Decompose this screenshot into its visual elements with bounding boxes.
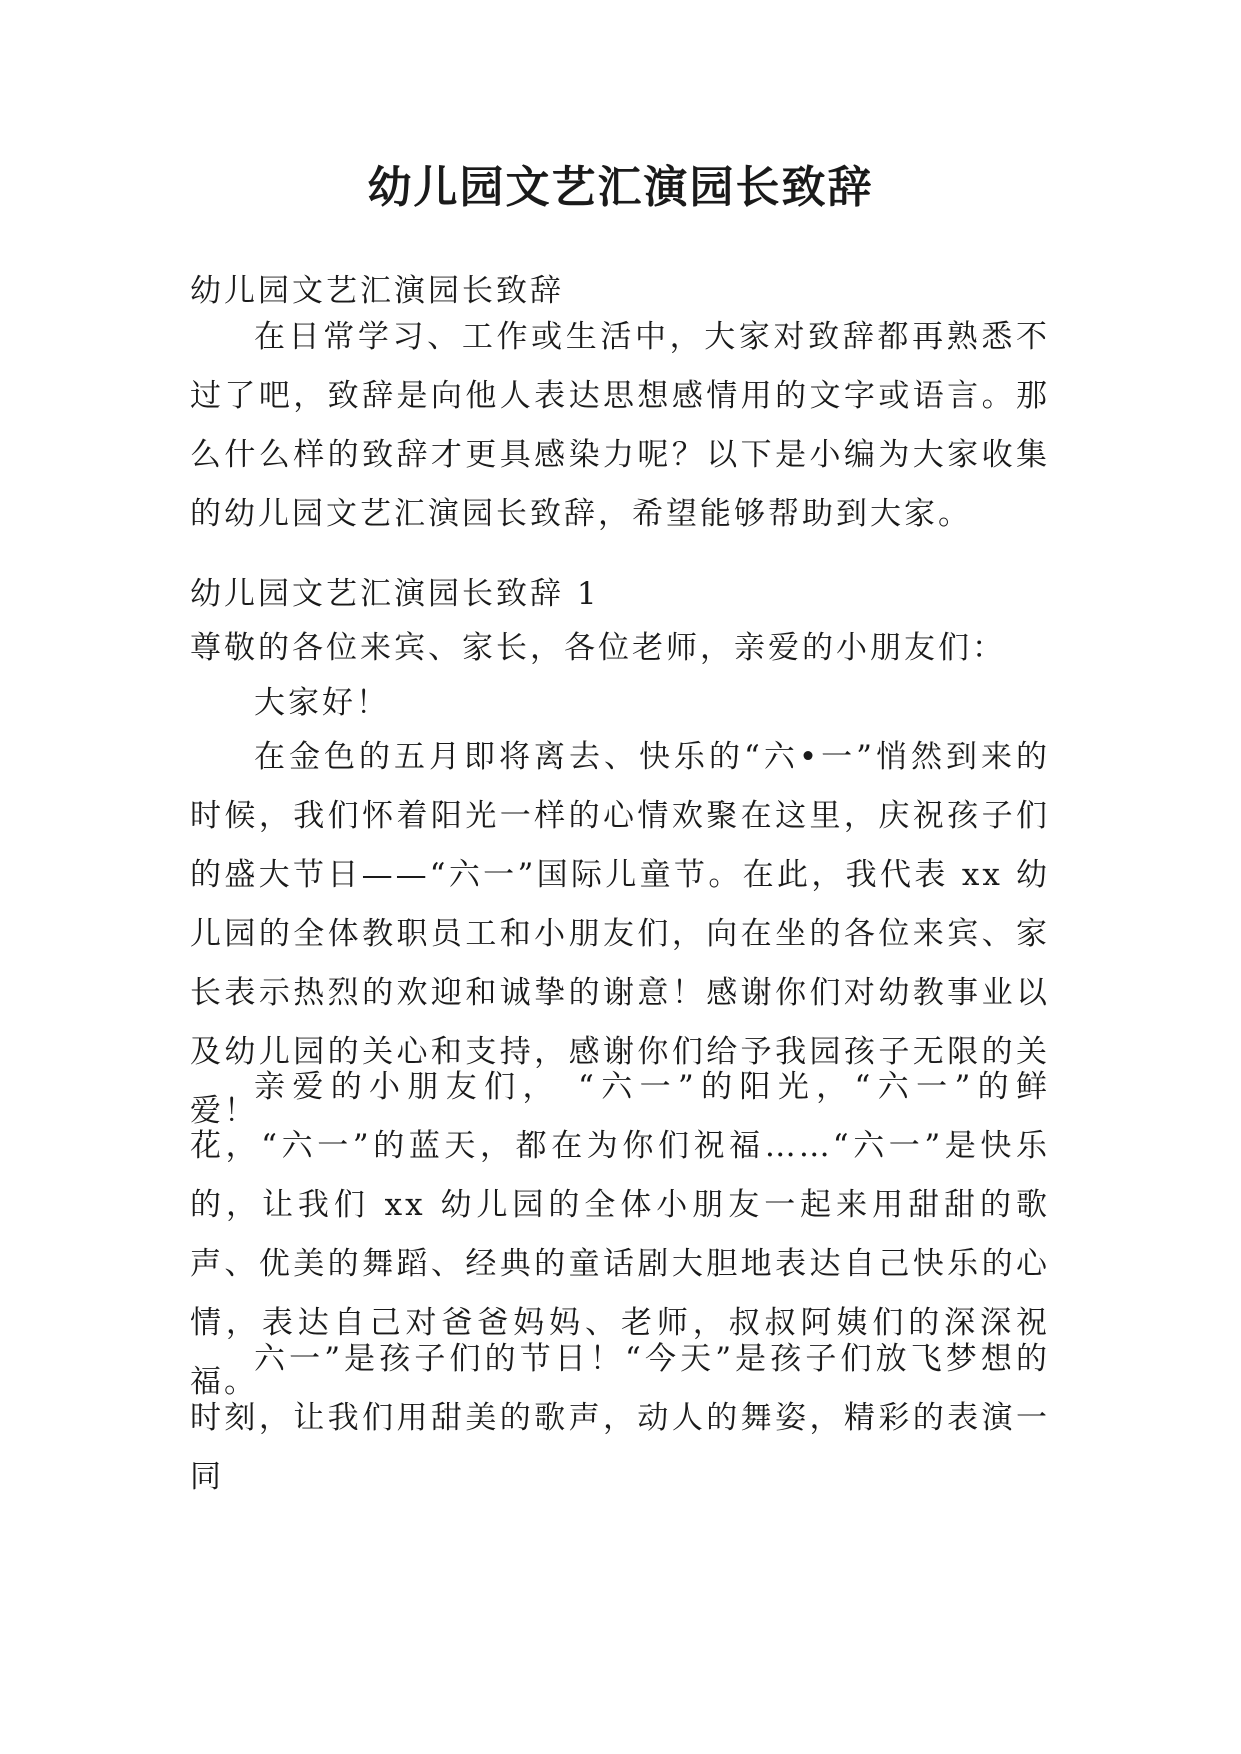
salutation: 尊敬的各位来宾、家长，各位老师，亲爱的小朋友们： xyxy=(190,630,1006,666)
speech-paragraph-1: 在金色的五月即将离去、快乐的“六•一”悄然到来的时候，我们怀着阳光一样的心情欢聚在这里，庆祝孩子们的盛大节日——“六一”国际儿童节。在此，我代表 xx 幼儿园的全体教职员工和小朋友们，向在坐的各位来宾、家长表示热烈的欢迎和诚挚的谢意！感谢你们对幼教事业以及幼儿园的关心和支持，感谢你们给予我园孩子无限的关爱！ xyxy=(190,739,1050,1129)
intro-paragraph: 在日常学习、工作或生活中，大家对致辞都再熟悉不过了吧，致辞是向他人表达思想感情用的文字或语言。那么什么样的致辞才更具感染力呢？以下是小编为大家收集的幼儿园文艺汇演园长致辞，希望能够帮助到大家。 xyxy=(190,319,1050,532)
document-subtitle: 幼儿园文艺汇演园长致辞 xyxy=(190,273,564,309)
section-heading: 幼儿园文艺汇演园长致辞 1 xyxy=(190,576,600,612)
speech-paragraph-3: 六一”是孩子们的节日！“今天”是孩子们放飞梦想的时刻，让我们用甜美的歌声，动人的舞姿，精彩的表演一同 xyxy=(190,1341,1050,1495)
greeting: 大家好！ xyxy=(254,685,390,721)
speech-paragraph-2: 亲爱的小朋友们， “六一”的阳光，“六一”的鲜花，“六一”的蓝天，都在为你们祝福……“六一”是快乐的，让我们 xx 幼儿园的全体小朋友一起来用甜甜的歌声、优美的舞蹈、经典的童话剧大胆地表达自己快乐的心情，表达自己对爸爸妈妈、老师，叔叔阿姨们的深深祝福。 xyxy=(190,1069,1050,1400)
document-title: 幼儿园文艺汇演园长致辞 xyxy=(367,162,874,213)
